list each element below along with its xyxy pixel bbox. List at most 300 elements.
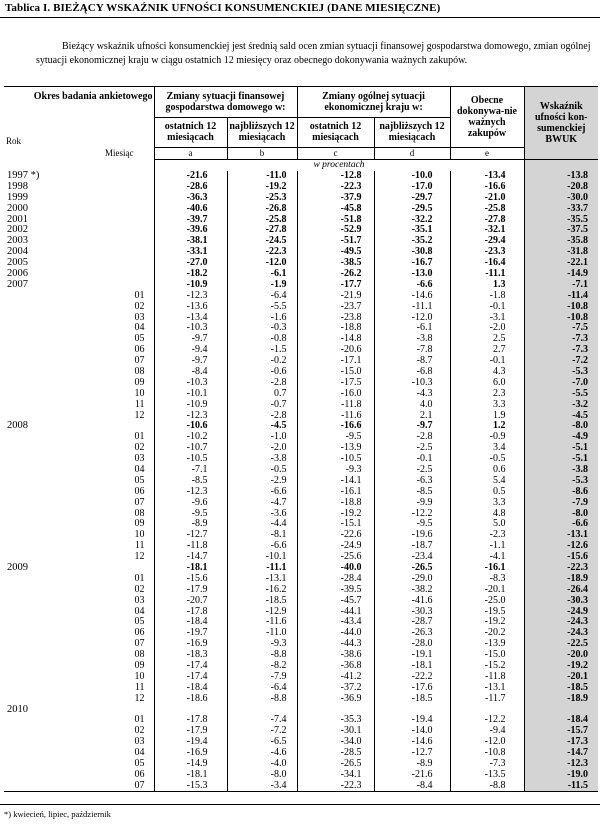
cell-a: -27.0 [154,258,227,269]
cell-a: -9.4 [154,345,227,356]
row-month [93,203,154,214]
row-month: 05 [134,616,145,628]
row-month: 11 [134,398,145,410]
cell-a: -12.3 [154,290,227,301]
cell-d: -14.0 [374,726,450,737]
table-row [4,377,598,388]
cell-a: -19.7 [154,628,227,639]
cell-bwuk: -26.4 [524,584,598,595]
row-month: 02 [134,442,145,454]
row-year [4,301,93,312]
cell-e: -20.1 [450,584,524,595]
cell-c: -17.5 [297,377,374,388]
cell-bwuk: -20.0 [524,650,598,661]
cell-bwuk: -6.6 [524,519,598,530]
cell-e: -0.1 [450,301,524,312]
cell-a: -18.1 [154,563,227,574]
row-month: 03 [134,453,145,465]
cell-bwuk: -15.6 [524,552,598,563]
cell-a: -15.6 [154,573,227,584]
letter-d: d [374,147,450,159]
row-year [4,661,93,672]
table-row [4,552,598,563]
cell-b: -4.7 [227,497,297,508]
table-row [4,628,598,639]
cell-a: -8.9 [154,519,227,530]
cell-a: -13.6 [154,301,227,312]
cell-bwuk: -22.5 [524,639,598,650]
cell-e: -29.4 [450,236,524,247]
col-d-header [374,117,450,147]
cell-b: -3.8 [227,454,297,465]
cell-bwuk: -12.6 [524,541,598,552]
row-month: 06 [134,627,145,639]
bottom-rule [0,804,600,805]
cell-d: -0.1 [374,454,450,465]
cell-a: -17.4 [154,671,227,682]
cell-a: -36.3 [154,192,227,203]
cell-e: -32.1 [450,225,524,236]
cell-d: -30.3 [374,606,450,617]
cell-bwuk: -3.2 [524,399,598,410]
row-year [4,628,93,639]
cell-d: -29.7 [374,192,450,203]
table-row [4,748,598,759]
cell-e: 3.4 [450,443,524,454]
cell-e: 0.5 [450,486,524,497]
cell-b: -7.9 [227,671,297,682]
cell-a: -28.6 [154,181,227,192]
table-row [4,726,598,737]
cell-bwuk: -13.8 [524,171,598,182]
group-c-header [297,87,450,118]
cell-c: -36.9 [297,693,374,704]
row-year [4,410,93,421]
row-month: 07 [134,355,145,367]
table-row [4,269,598,280]
cell-d: -8.7 [374,356,450,367]
cell-bwuk: -8.0 [524,508,598,519]
cell-e: -20.2 [450,628,524,639]
cell-c: -39.5 [297,584,374,595]
table-row [4,475,598,486]
table-row [4,312,598,323]
cell-e: -16.6 [450,181,524,192]
cell-bwuk: -22.3 [524,563,598,574]
group-a-header [154,87,297,118]
cell-a: -39.6 [154,225,227,236]
cell-e: -13.1 [450,682,524,693]
table-row [4,214,598,225]
row-month [93,563,154,574]
cell-bwuk: -14.7 [524,748,598,759]
cell-a: -11.8 [154,541,227,552]
cell-c [297,704,374,715]
cell-bwuk: -8.6 [524,486,598,497]
cell-d: -4.3 [374,388,450,399]
cell-bwuk: -20.1 [524,671,598,682]
table-row [4,737,598,748]
cell-bwuk: -7.3 [524,334,598,345]
row-year [4,312,93,323]
cell-d: -6.3 [374,475,450,486]
row-month: 01 [134,289,145,301]
cell-c: -49.5 [297,247,374,258]
cell-e: -16.1 [450,563,524,574]
cell-e: -7.3 [450,759,524,770]
cell-e: -15.0 [450,650,524,661]
cell-d: -2.5 [374,443,450,454]
cell-b: -11.0 [227,171,297,182]
cell-b: -27.8 [227,225,297,236]
cell-c: -40.0 [297,563,374,574]
table-row [4,650,598,661]
cell-a: -19.4 [154,737,227,748]
cell-a: -8.5 [154,475,227,486]
cell-d: -17.0 [374,181,450,192]
col-b-header [227,117,297,147]
cell-a: -18.6 [154,693,227,704]
cell-bwuk: -18.9 [524,573,598,584]
unit-spacer [4,159,154,171]
cell-e: 1.9 [450,410,524,421]
cell-a: -10.3 [154,323,227,334]
cell-e: -11.8 [450,671,524,682]
cell-a: -13.4 [154,312,227,323]
cell-c: -34.0 [297,737,374,748]
cell-e: 5.4 [450,475,524,486]
month-label: Miesiąc [105,147,134,158]
row-year [4,334,93,345]
cell-b: -6.4 [227,290,297,301]
cell-a: -10.7 [154,443,227,454]
cell-bwuk [524,704,598,715]
cell-b: -24.5 [227,236,297,247]
row-year [4,508,93,519]
cell-e [450,704,524,715]
row-month: 02 [134,725,145,737]
cell-e: -13.9 [450,639,524,650]
cell-b: -2.8 [227,377,297,388]
cell-e: -12.0 [450,737,524,748]
row-year [4,693,93,704]
cell-c: -19.2 [297,508,374,519]
cell-b: -0.5 [227,465,297,476]
table-row [4,563,598,574]
cell-b: -7.2 [227,726,297,737]
row-month: 12 [134,409,145,421]
cell-b: -8.8 [227,650,297,661]
cell-a: -40.6 [154,203,227,214]
row-month: 11 [134,681,145,693]
cell-c: -14.1 [297,475,374,486]
row-month: 08 [134,507,145,519]
cell-e: 1.2 [450,421,524,432]
table-row [4,203,598,214]
row-year [4,769,93,780]
cell-b: -10.1 [227,552,297,563]
table-row [4,301,598,312]
cell-a: -8.4 [154,367,227,378]
row-month: 09 [134,376,145,388]
table-row [4,715,598,726]
cell-b: -4.4 [227,519,297,530]
cell-b: -19.2 [227,181,297,192]
table-row [4,780,598,791]
cell-b: -3.6 [227,508,297,519]
month-header [4,147,154,159]
cell-a: -9.7 [154,334,227,345]
row-month: 07 [134,638,145,650]
table-row [4,639,598,650]
cell-c: -13.9 [297,443,374,454]
cell-d: -32.2 [374,214,450,225]
cell-b: -6.1 [227,269,297,280]
row-year: 2004 [7,246,28,258]
row-year [4,780,93,791]
cell-c: -41.2 [297,671,374,682]
cell-b: -4.5 [227,421,297,432]
cell-c: -22.3 [297,181,374,192]
cell-d: -8.4 [374,780,450,791]
table-row [4,661,598,672]
row-month: 02 [134,300,145,312]
cell-b: -0.6 [227,367,297,378]
cell-c: -18.8 [297,323,374,334]
cell-b: -1.5 [227,345,297,356]
cell-d: -17.6 [374,682,450,693]
cell-a: -39.7 [154,214,227,225]
table-row [4,704,598,715]
row-month [93,421,154,432]
cell-d: -3.8 [374,334,450,345]
row-year [4,432,93,443]
row-month: 03 [134,311,145,323]
cell-b: -5.5 [227,301,297,312]
cell-b: -8.1 [227,530,297,541]
year-label: Rok [6,136,22,146]
row-month [93,247,154,258]
table-row [4,595,598,606]
table-row [4,192,598,203]
row-year [4,595,93,606]
cell-a: -12.7 [154,530,227,541]
row-year [4,454,93,465]
row-year [4,671,93,682]
cell-e: -27.8 [450,214,524,225]
row-year: 2000 [7,202,28,214]
row-month: 09 [134,518,145,530]
cell-bwuk: -5.3 [524,367,598,378]
cell-c: -15.0 [297,367,374,378]
cell-b: -0.7 [227,399,297,410]
cell-d: 4.0 [374,399,450,410]
cell-bwuk: -19.2 [524,661,598,672]
cell-c: -11.6 [297,410,374,421]
table-row [4,541,598,552]
row-year [4,377,93,388]
row-year [4,443,93,454]
cell-c: -9.3 [297,465,374,476]
cell-e: -0.9 [450,432,524,443]
row-month [93,236,154,247]
cell-bwuk: -13.1 [524,530,598,541]
cell-e: 6.0 [450,377,524,388]
table-row [4,671,598,682]
table-row [4,617,598,628]
cell-bwuk: -7.9 [524,497,598,508]
row-month: 06 [134,485,145,497]
cell-a: -12.3 [154,486,227,497]
row-month [93,181,154,192]
row-month: 03 [134,594,145,606]
cell-c: -12.8 [297,171,374,182]
cell-b: -18.5 [227,595,297,606]
cell-bwuk: -15.7 [524,726,598,737]
cell-c: -37.2 [297,682,374,693]
row-year [4,530,93,541]
row-year: 1997 *) [7,169,40,181]
row-year [4,388,93,399]
cell-bwuk: -31.8 [524,247,598,258]
table-row [4,606,598,617]
cell-a: -10.9 [154,279,227,290]
col-e-label: Obecne dokonywa-nie ważnych zakupów [456,94,517,139]
cell-d: -14.6 [374,737,450,748]
table-row [4,421,598,432]
row-month: 06 [134,768,145,780]
row-year [4,486,93,497]
cell-c: -51.8 [297,214,374,225]
cell-d: -18.5 [374,693,450,704]
table-row [4,432,598,443]
cell-bwuk: -35.5 [524,214,598,225]
col-a-label: ostatnich 12 miesiącach [164,121,217,143]
cell-d: -6.6 [374,279,450,290]
table-row [4,225,598,236]
cell-c: -10.5 [297,454,374,465]
row-year [4,617,93,628]
cell-e: -15.2 [450,661,524,672]
letter-b: b [227,147,297,159]
cell-b: -6.6 [227,541,297,552]
row-year [4,323,93,334]
cell-c: -28.5 [297,748,374,759]
cell-c: -18.8 [297,497,374,508]
cell-b: -4.0 [227,759,297,770]
cell-b: -11.6 [227,617,297,628]
cell-e: -12.2 [450,715,524,726]
cell-c: -16.0 [297,388,374,399]
table-row [4,279,598,290]
row-month: 01 [134,714,145,726]
cell-a: -10.5 [154,454,227,465]
cell-b: -6.6 [227,486,297,497]
cell-bwuk: -14.9 [524,269,598,280]
cell-d: -19.4 [374,715,450,726]
cell-e: 2.7 [450,345,524,356]
cell-d: -16.7 [374,258,450,269]
cell-d: -11.1 [374,301,450,312]
cell-a: -18.1 [154,769,227,780]
cell-d: -41.6 [374,595,450,606]
cell-bwuk: -7.1 [524,279,598,290]
cell-c: -28.4 [297,573,374,584]
row-month: 07 [93,780,154,791]
row-year: 2001 [7,213,28,225]
cell-d: -9.7 [374,421,450,432]
table-row [4,508,598,519]
row-year [4,682,93,693]
cell-b: -6.5 [227,737,297,748]
cell-c: -44.0 [297,628,374,639]
cell-bwuk: -7.2 [524,356,598,367]
row-year: 2002 [7,224,28,236]
cell-c: -24.9 [297,541,374,552]
row-year [4,639,93,650]
cell-e: -0.5 [450,454,524,465]
table-row [4,497,598,508]
cell-d: -9.5 [374,519,450,530]
cell-bwuk: -5.3 [524,475,598,486]
row-month [93,214,154,225]
cell-d: -9.9 [374,497,450,508]
row-month [93,279,154,290]
cell-e: -13.4 [450,171,524,182]
cell-e: 2.3 [450,388,524,399]
cell-c: -51.7 [297,236,374,247]
cell-a: -14.7 [154,552,227,563]
cell-e: -13.5 [450,769,524,780]
table-row [4,367,598,378]
row-year: 2003 [7,235,28,247]
cell-d [374,704,450,715]
row-year [4,541,93,552]
cell-c: -20.6 [297,345,374,356]
cell-e: -11.7 [450,693,524,704]
cell-b: -3.4 [227,780,297,791]
table-row [4,530,598,541]
row-year [4,519,93,530]
letter-e: e [450,147,524,159]
cell-d: -8.9 [374,759,450,770]
cell-d: -35.2 [374,236,450,247]
row-year [4,573,93,584]
cell-d: -30.8 [374,247,450,258]
cell-a: -17.4 [154,661,227,672]
cell-c: -16.6 [297,421,374,432]
data-table [4,86,598,792]
cell-d: -21.6 [374,769,450,780]
cell-c: -45.8 [297,203,374,214]
cell-bwuk: -4.9 [524,432,598,443]
cell-d: -35.1 [374,225,450,236]
row-year [4,759,93,770]
cell-e: -2.3 [450,530,524,541]
table-row [4,573,598,584]
cell-e: -19.5 [450,606,524,617]
row-year [4,737,93,748]
cell-a: -17.9 [154,584,227,595]
row-year: 1999 [7,191,28,203]
cell-c: -37.9 [297,192,374,203]
row-month: 04 [134,463,145,475]
cell-b: -2.9 [227,475,297,486]
intro-paragraph [36,40,596,68]
cell-b: -0.3 [227,323,297,334]
row-month: 09 [134,660,145,672]
cell-e: -1.8 [450,290,524,301]
